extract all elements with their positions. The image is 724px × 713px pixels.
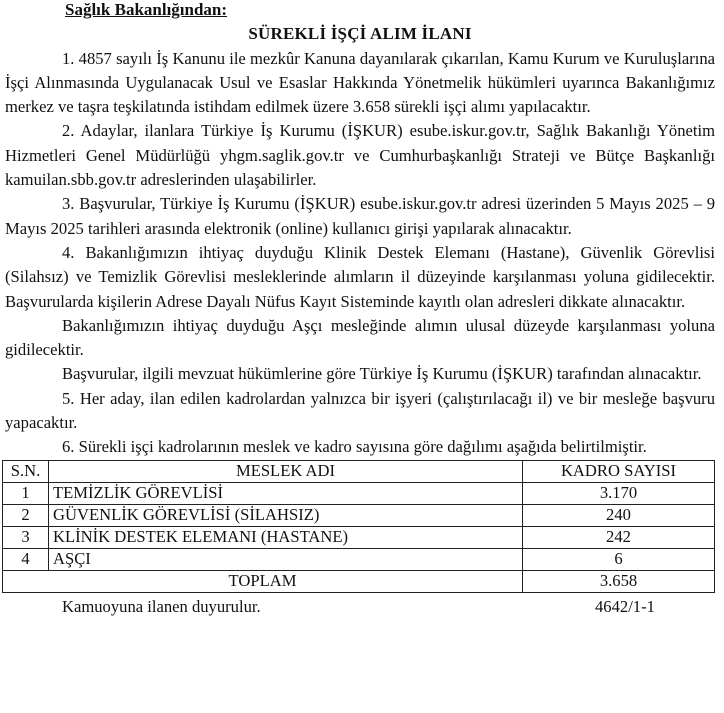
total-label: TOPLAM [3, 570, 523, 592]
paragraph-6: 6. Sürekli işçi kadrolarının meslek ve kadro sayısına göre dağılımı aşağıda belirtilmiştir. [62, 437, 647, 457]
header-count: KADRO SAYISI [523, 460, 715, 482]
row-profession: KLİNİK DESTEK ELEMANI (HASTANE) [49, 526, 523, 548]
issuer-header: Sağlık Bakanlığından: [65, 0, 228, 19]
announcement-title: SÜREKLİ İŞÇİ ALIM İLANI [248, 24, 472, 44]
total-count: 3.658 [523, 570, 715, 592]
row-profession: TEMİZLİK GÖREVLİSİ [49, 482, 523, 504]
paragraph-4b: Bakanlığımızın ihtiyaç duyduğu Aşçı mesleğinde alımın ulusal düzeyde karşılanması yoluna gidilecektir. [5, 315, 715, 360]
header-sn: S.N. [3, 460, 49, 482]
header-profession: MESLEK ADI [49, 460, 523, 482]
row-profession: AŞÇI [49, 548, 523, 570]
row-sn: 1 [3, 482, 49, 504]
paragraph-2: 2. Adaylar, ilanlara Türkiye İş Kurumu (İŞKUR) esube.iskur.gov.tr, Sağlık Bakanlığı Yönetim Hizmetleri Genel Müdürlüğü yhgm.saglik.gov.tr ve Cumhurbaşkanlığı Strateji ve Bütçe Başkanlığı kamuilan.sbb.gov.tr adreslerinden ulaşabilirler. [5, 121, 715, 190]
table-row [3, 482, 715, 504]
table-header-row [3, 460, 715, 482]
row-count: 6 [523, 548, 715, 570]
table-row [3, 548, 715, 570]
footer [5, 595, 715, 619]
row-profession: GÜVENLİK GÖREVLİSİ (SİLAHSIZ) [49, 504, 523, 526]
staff-distribution-table [2, 460, 715, 593]
paragraph-4c: Başvurular, ilgili mevzuat hükümlerine göre Türkiye İş Kurumu (İŞKUR) tarafından alınacaktır. [62, 364, 702, 384]
row-sn: 4 [3, 548, 49, 570]
announcement-document [5, 0, 715, 619]
table-row [3, 504, 715, 526]
paragraph-4: 4. Bakanlığımızın ihtiyaç duyduğu Klinik Destek Elemanı (Hastane), Güvenlik Görevlisi (Silahsız) ve Temizlik Görevlisi mesleklerinde alımların il düzeyinde karşılanması yoluna gidilecektir. Başvurularda kişilerin Adrese Dayalı Nüfus Kayıt Sisteminde kayıtlı olan adresleri dikkate alınacaktır. [5, 242, 715, 311]
row-sn: 2 [3, 504, 49, 526]
row-count: 242 [523, 526, 715, 548]
table-row [3, 526, 715, 548]
reference-number: 4642/1-1 [595, 596, 655, 616]
row-sn: 3 [3, 526, 49, 548]
row-count: 3.170 [523, 482, 715, 504]
announcement-note: Kamuoyuna ilanen duyurulur. [62, 596, 261, 616]
paragraph-3: 3. Başvurular, Türkiye İş Kurumu (İŞKUR) esube.iskur.gov.tr adresi üzerinden 5 Mayıs 2025 – 9 Mayıs 2025 tarihleri arasında elektronik (online) kullanıcı girişi yapılarak alınacaktır. [5, 194, 715, 238]
paragraph-5: 5. Her aday, ilan edilen kadrolardan yalnızca bir işyeri (çalıştırılacağı il) ve bir mesleğe başvuru yapacaktır. [5, 388, 715, 433]
row-count: 240 [523, 504, 715, 526]
table-total-row [3, 570, 715, 592]
paragraph-1: 1. 4857 sayılı İş Kanunu ile mezkûr Kanuna dayanılarak çıkarılan, Kamu Kurum ve Kuruluşlarına İşçi Alınmasında Uygulanacak Usul ve Esaslar Hakkında Yönetmelik hükümleri uyarınca Bakanlığımız merkez ve taşra teşkilatında istihdam edilmek üzere 3.658 sürekli işçi alımı yapılacaktır. [5, 48, 715, 117]
